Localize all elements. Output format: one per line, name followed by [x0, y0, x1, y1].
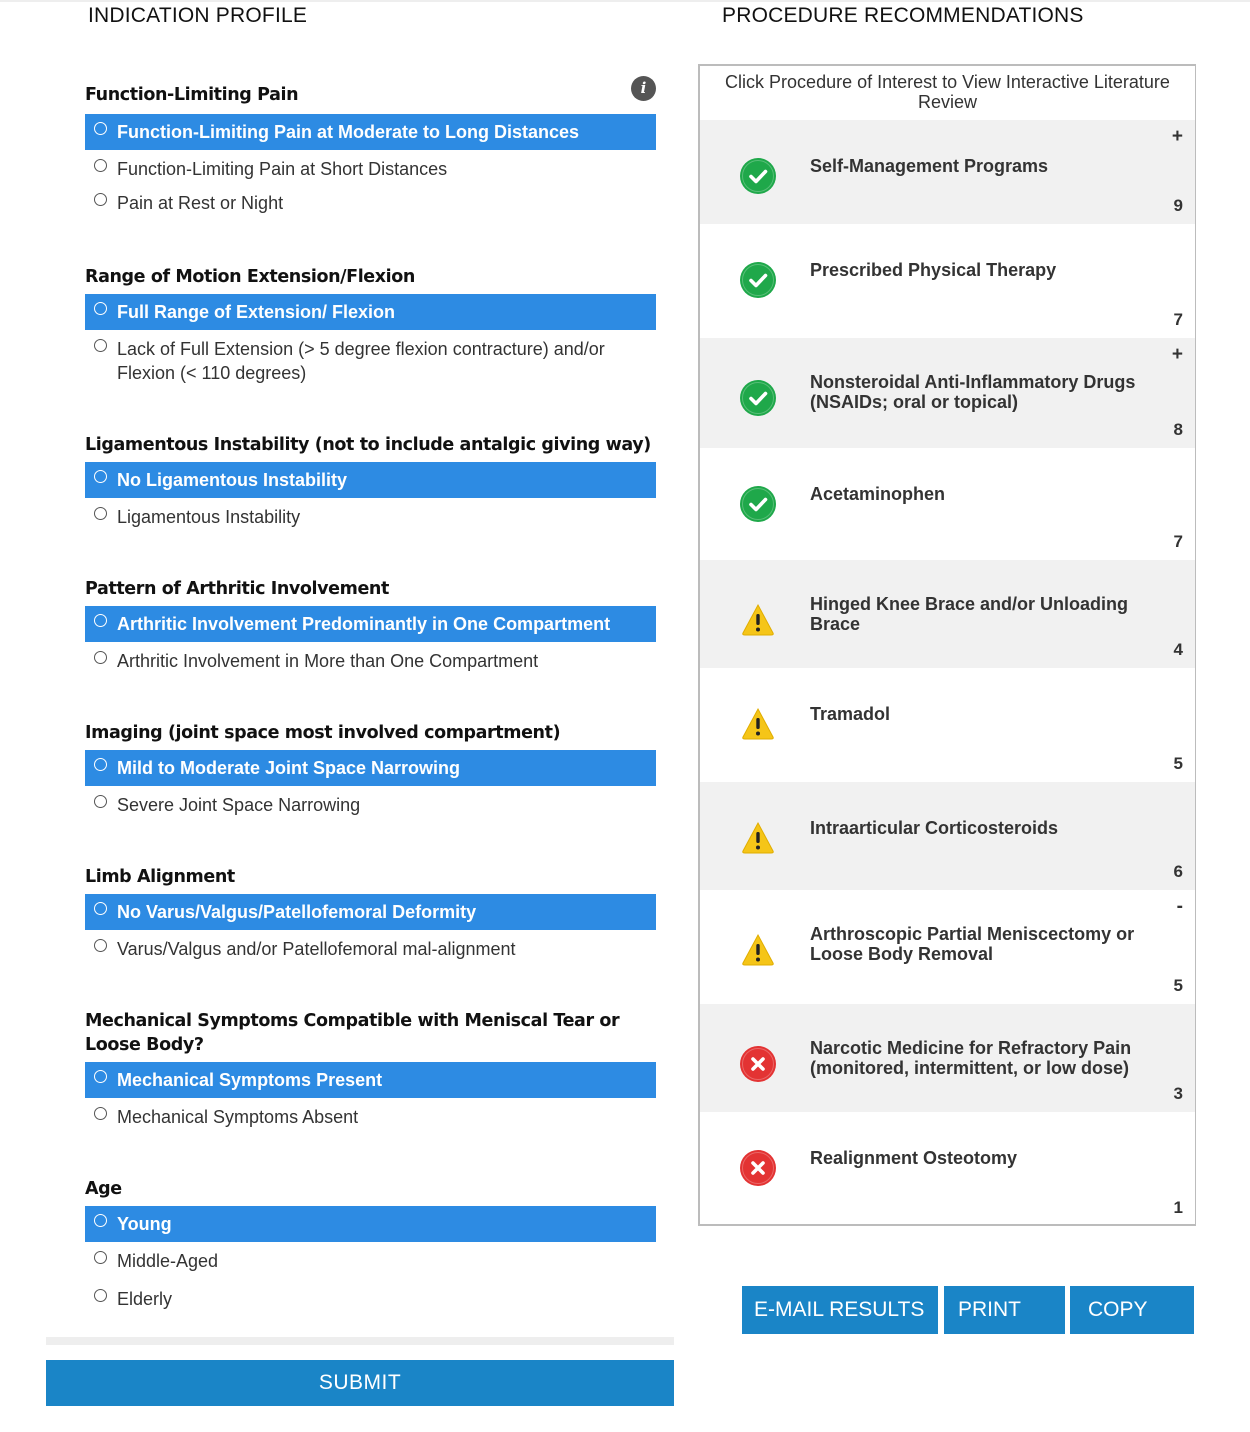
x-circle-icon [740, 1046, 776, 1082]
group-title: Range of Motion Extension/Flexion [85, 267, 415, 287]
procedure-list [700, 120, 1195, 1226]
procedure-score: 5 [1173, 976, 1183, 995]
group-mechanical-symptoms [85, 1009, 656, 1134]
radio-icon[interactable] [94, 507, 107, 520]
group-title: Pattern of Arthritic Involvement [85, 579, 389, 599]
evidence-mark: + [1171, 126, 1183, 147]
procedure-row[interactable] [700, 782, 1195, 890]
radio-icon[interactable] [94, 1289, 107, 1302]
option-label: Ligamentous Instability [117, 507, 301, 527]
option-label: No Ligamentous Instability [117, 470, 348, 490]
option-label: Middle-Aged [117, 1251, 219, 1271]
procedure-score: 9 [1173, 196, 1183, 215]
procedure-score: 6 [1173, 862, 1183, 881]
procedure-name: Tramadol [810, 704, 891, 724]
group-ligamentous-instability [85, 433, 656, 534]
evidence-mark: + [1171, 344, 1183, 365]
option-severe-narrowing[interactable] [85, 788, 656, 822]
radio-icon[interactable] [94, 1214, 107, 1227]
procedure-name: Narcotic Medicine for Refractory Pain (monitored, intermittent, or low dose) [810, 1038, 1132, 1078]
group-title: Age [85, 1179, 122, 1199]
group-title: Function-Limiting Pain [85, 85, 299, 105]
group-title: Mechanical Symptoms Compatible with Meniscal Tear or Loose Body? [85, 1011, 620, 1055]
option-label: Pain at Rest or Night [117, 193, 284, 213]
option-full-range[interactable] [85, 294, 656, 330]
option-label: Young [117, 1214, 172, 1234]
copy-button[interactable]: COPY [1070, 1286, 1194, 1334]
radio-icon[interactable] [94, 470, 107, 483]
procedure-name: Hinged Knee Brace and/or Unloading Brace [810, 594, 1129, 634]
radio-icon[interactable] [94, 159, 107, 172]
group-range-of-motion [85, 265, 656, 390]
procedure-name: Self-Management Programs [810, 156, 1049, 176]
option-lack-full-extension[interactable] [85, 332, 656, 390]
procedure-row[interactable] [700, 1112, 1195, 1226]
procedure-name: Intraarticular Corticosteroids [810, 818, 1059, 838]
option-label: Mechanical Symptoms Absent [117, 1107, 359, 1127]
group-function-limiting-pain [85, 83, 656, 220]
info-icon[interactable]: i [631, 76, 656, 101]
radio-icon[interactable] [94, 758, 107, 771]
procedure-score: 1 [1173, 1198, 1183, 1217]
group-arthritic-involvement [85, 577, 656, 678]
check-icon [740, 380, 776, 416]
procedure-name: Prescribed Physical Therapy [810, 260, 1057, 280]
warning-icon [740, 820, 776, 856]
option-pain-short[interactable] [85, 152, 656, 186]
procedure-row[interactable] [700, 560, 1195, 668]
email-results-button[interactable]: E-MAIL RESULTS [742, 1286, 938, 1334]
procedure-name: Acetaminophen [810, 484, 946, 504]
radio-icon[interactable] [94, 795, 107, 808]
procedure-row[interactable] [700, 668, 1195, 782]
group-imaging [85, 721, 656, 822]
option-label: No Varus/Valgus/Patellofemoral Deformity [117, 902, 477, 922]
radio-icon[interactable] [94, 1251, 107, 1264]
form-divider [46, 1337, 674, 1345]
evidence-mark: - [1176, 896, 1183, 917]
option-one-compartment[interactable] [85, 606, 656, 642]
procedure-row[interactable] [700, 224, 1195, 338]
indication-profile-heading: INDICATION PROFILE [88, 4, 308, 27]
option-label: Mechanical Symptoms Present [117, 1070, 383, 1090]
option-age-elderly[interactable] [85, 1282, 656, 1316]
option-no-instability[interactable] [85, 462, 656, 498]
panel-hint: Click Procedure of Interest to View Interactive Literature Review [725, 72, 1170, 112]
option-label: Elderly [117, 1289, 173, 1309]
procedure-recommendations-heading: PROCEDURE RECOMMENDATIONS [722, 4, 1084, 27]
warning-icon [740, 932, 776, 968]
top-divider [0, 0, 1250, 2]
group-title: Imaging (joint space most involved compartment) [85, 723, 561, 743]
procedure-name: Realignment Osteotomy [810, 1148, 1018, 1168]
option-mechanical-present[interactable] [85, 1062, 656, 1098]
check-icon [740, 486, 776, 522]
radio-icon[interactable] [94, 614, 107, 627]
option-pain-moderate-long[interactable] [85, 114, 656, 150]
option-label: Function-Limiting Pain at Moderate to Long Distances [117, 122, 580, 142]
option-mechanical-absent[interactable] [85, 1100, 656, 1134]
recommendations-panel [698, 64, 1196, 1226]
procedure-score: 8 [1173, 420, 1183, 439]
procedure-row[interactable] [700, 120, 1195, 224]
radio-icon[interactable] [94, 902, 107, 915]
option-label: Severe Joint Space Narrowing [117, 795, 361, 815]
procedure-row[interactable] [700, 338, 1195, 448]
procedure-score: 4 [1173, 640, 1183, 659]
procedure-row[interactable] [700, 1004, 1195, 1112]
procedure-row[interactable] [700, 890, 1195, 1004]
radio-icon[interactable] [94, 339, 107, 352]
group-limb-alignment [85, 865, 656, 966]
option-malalignment[interactable] [85, 932, 656, 966]
option-age-young[interactable] [85, 1206, 656, 1242]
option-label: Arthritic Involvement in More than One Compartment [117, 651, 539, 671]
option-age-middle[interactable] [85, 1244, 656, 1278]
option-label: Function-Limiting Pain at Short Distances [117, 159, 448, 179]
radio-icon[interactable] [94, 122, 107, 135]
procedure-score: 5 [1173, 754, 1183, 773]
option-mild-moderate-narrowing[interactable] [85, 750, 656, 786]
option-pain-rest-night[interactable] [85, 186, 656, 220]
option-label: Lack of Full Extension (> 5 degree flexion contracture) and/or Flexion (< 110 degrees) [117, 339, 605, 383]
option-label: Varus/Valgus and/or Patellofemoral mal-alignment [117, 939, 516, 959]
procedure-score: 7 [1173, 532, 1183, 551]
radio-icon[interactable] [94, 302, 107, 315]
option-label: Full Range of Extension/ Flexion [117, 302, 396, 322]
group-title: Ligamentous Instability (not to include antalgic giving way) [85, 435, 651, 455]
warning-icon [740, 602, 776, 638]
option-label: Mild to Moderate Joint Space Narrowing [117, 758, 461, 778]
radio-icon[interactable] [94, 193, 107, 206]
x-circle-icon [740, 1150, 776, 1186]
procedure-name: Arthroscopic Partial Meniscectomy or Loose Body Removal [810, 924, 1135, 964]
radio-icon[interactable] [94, 939, 107, 952]
radio-icon[interactable] [94, 1070, 107, 1083]
group-age [85, 1177, 656, 1316]
radio-icon[interactable] [94, 651, 107, 664]
warning-icon [740, 706, 776, 742]
option-label: Arthritic Involvement Predominantly in One Compartment [117, 614, 611, 634]
option-multiple-compartments[interactable] [85, 644, 656, 678]
option-instability[interactable] [85, 500, 656, 534]
procedure-score: 7 [1173, 310, 1183, 329]
option-no-deformity[interactable] [85, 894, 656, 930]
procedure-row[interactable] [700, 448, 1195, 560]
procedure-score: 3 [1173, 1084, 1183, 1103]
group-title: Limb Alignment [85, 867, 235, 887]
print-button[interactable]: PRINT [944, 1286, 1065, 1334]
submit-button[interactable]: SUBMIT [46, 1360, 674, 1406]
check-icon [740, 262, 776, 298]
procedure-name: Nonsteroidal Anti-Inflammatory Drugs (NSAIDs; oral or topical) [810, 372, 1136, 412]
check-icon [740, 158, 776, 194]
radio-icon[interactable] [94, 1107, 107, 1120]
